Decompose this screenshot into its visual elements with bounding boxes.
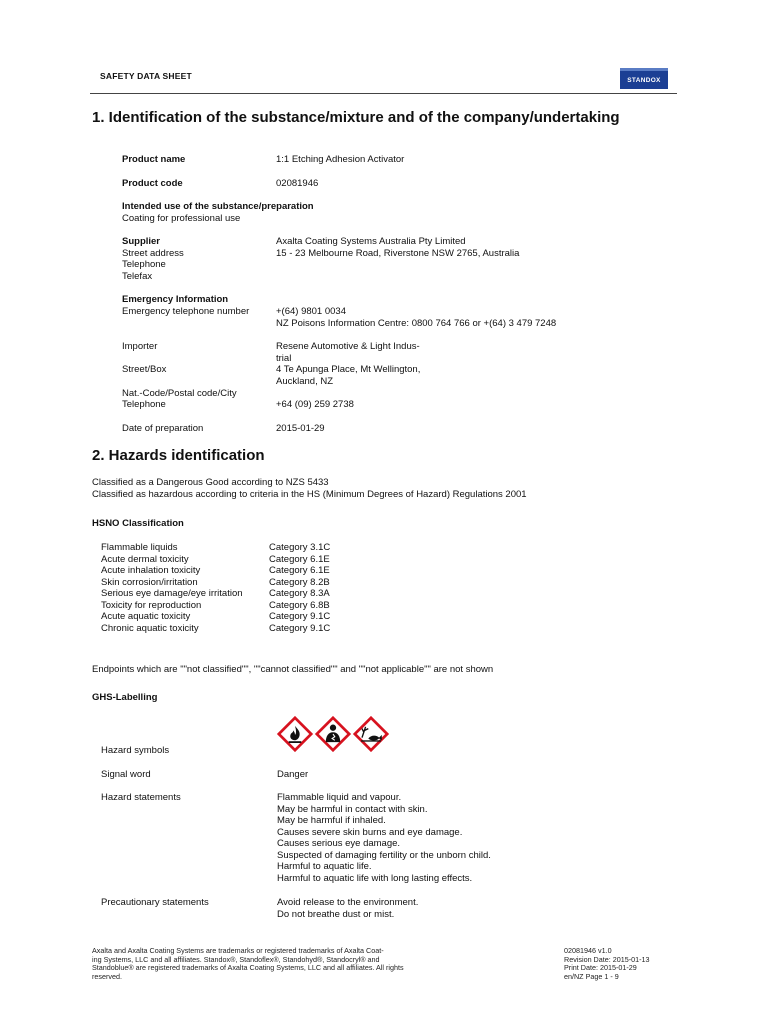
street-box-label: Street/Box <box>122 364 167 375</box>
section-2-heading: 2. Hazards identification <box>92 447 265 464</box>
document-version: 02081946 v1.0 <box>564 946 612 955</box>
city-value: Auckland, NZ <box>276 376 334 387</box>
page-number: en/NZ Page 1 - 9 <box>564 971 619 981</box>
product-code-value: 02081946 <box>276 178 319 189</box>
precautionary-statements-label: Precautionary statements <box>101 897 209 908</box>
street-box-value: 4 Te Apunga Place, Mt Wellington, <box>276 364 421 375</box>
hsno-hazard: Acute dermal toxicity <box>101 553 189 565</box>
street-address-label: Street address <box>122 248 184 259</box>
hazard-statement: May be harmful in contact with skin. <box>277 803 428 815</box>
hsno-hazard: Chronic aquatic toxicity <box>101 622 199 634</box>
flame-icon <box>277 716 313 752</box>
hsno-category: Category 6.1E <box>269 565 330 576</box>
precautionary-statements-list <box>277 897 418 920</box>
hazard-statement: Suspected of damaging fertility or the unborn child. <box>277 849 491 861</box>
hsno-category: Category 6.1E <box>269 553 330 565</box>
telephone-label: Telephone <box>122 259 166 270</box>
classified-line-2: Classified as hazardous according to criteria in the HS (Minimum Degrees of Hazard) Regulations 2001 <box>92 489 527 500</box>
emergency-phone-label: Emergency telephone number <box>122 306 250 317</box>
importer-telephone-value: +64 (09) 259 2738 <box>276 399 354 410</box>
print-date: Print Date: 2015-01-29 <box>564 963 637 973</box>
hsno-category: Category 6.8B <box>269 599 330 611</box>
hsno-category: Category 8.3A <box>269 588 330 599</box>
hsno-classification-label: HSNO Classification <box>92 518 184 529</box>
importer-value-line2: trial <box>276 353 292 364</box>
precautionary-statement: Avoid release to the environment. <box>277 897 419 908</box>
signal-word-value: Danger <box>277 769 309 780</box>
emergency-phone-value: +(64) 9801 0034 <box>276 306 346 317</box>
document-title: SAFETY DATA SHEET <box>100 71 192 81</box>
revision-date: Revision Date: 2015-01-13 <box>564 954 650 964</box>
nat-code-label: Nat.-Code/Postal code/City <box>122 388 237 399</box>
importer-label: Importer <box>122 341 158 352</box>
ghs-pictograms <box>277 716 389 752</box>
importer-value-line1: Resene Automotive & Light Indus- <box>276 341 420 352</box>
hsno-category: Category 9.1C <box>269 611 331 622</box>
hazard-statement: Causes severe skin burns and eye damage. <box>277 826 463 838</box>
hsno-hazard: Flammable liquids <box>101 542 178 553</box>
hazard-statement: Harmful to aquatic life. <box>277 861 372 872</box>
trademark-line: ing Systems, LLC and all affiliates. Standox®, Standoflex®, Standohyd®, Standocryl® and <box>92 954 380 964</box>
hsno-hazard: Acute aquatic toxicity <box>101 611 191 622</box>
intended-use-label: Intended use of the substance/preparation <box>122 201 314 212</box>
endpoints-note: Endpoints which are ""not classified"", ""cannot classified"" and ""not applicable"" are not shown <box>92 664 494 675</box>
section-1-heading: 1. Identification of the substance/mixture and of the company/undertaking <box>92 109 620 126</box>
product-name-value: 1:1 Etching Adhesion Activator <box>276 154 405 165</box>
street-address-value: 15 - 23 Melbourne Road, Riverstone NSW 2765, Australia <box>276 248 520 259</box>
hsno-category: Category 9.1C <box>269 622 331 634</box>
hsno-category: Category 3.1C <box>269 542 331 553</box>
trademark-line: reserved. <box>92 971 122 981</box>
telefax-label: Telefax <box>122 271 153 282</box>
hsno-category: Category 8.2B <box>269 576 330 588</box>
trademark-notice <box>92 947 462 981</box>
precautionary-statement: Do not breathe dust or mist. <box>277 908 395 920</box>
health-hazard-icon <box>315 716 351 752</box>
hazard-statement: May be harmful if inhaled. <box>277 815 386 826</box>
hsno-category-list <box>269 542 330 634</box>
product-code-label: Product code <box>122 178 183 189</box>
trademark-line: Axalta and Axalta Coating Systems are trademarks or registered trademarks of Axalta Coat- <box>92 946 384 955</box>
hsno-hazard: Skin corrosion/irritation <box>101 576 198 588</box>
ghs-labelling-label: GHS-Labelling <box>92 692 158 703</box>
standox-logo: STANDOX <box>620 68 668 89</box>
importer-telephone-label: Telephone <box>122 399 166 410</box>
preparation-date-label: Date of preparation <box>122 423 204 434</box>
hsno-hazard: Toxicity for reproduction <box>101 599 202 611</box>
hazard-statement: Harmful to aquatic life with long lasting effects. <box>277 872 473 884</box>
hazard-statement: Causes serious eye damage. <box>277 838 401 849</box>
signal-word-label: Signal word <box>101 769 151 780</box>
hazard-statement: Flammable liquid and vapour. <box>277 792 402 803</box>
hazard-statements-label: Hazard statements <box>101 792 181 803</box>
supplier-value: Axalta Coating Systems Australia Pty Limited <box>276 236 466 247</box>
document-info <box>564 947 650 981</box>
header-divider <box>90 93 677 94</box>
preparation-date-value: 2015-01-29 <box>276 423 325 434</box>
hazard-symbols-label: Hazard symbols <box>101 745 170 756</box>
hazard-statements-list <box>277 792 491 884</box>
environment-icon <box>353 716 389 752</box>
product-name-label: Product name <box>122 154 186 165</box>
hsno-hazard-list <box>101 542 243 634</box>
classified-line-1: Classified as a Dangerous Good according to NZS 5433 <box>92 477 329 488</box>
hsno-hazard: Acute inhalation toxicity <box>101 565 201 576</box>
hsno-hazard: Serious eye damage/eye irritation <box>101 588 243 599</box>
intended-use-value: Coating for professional use <box>122 213 241 224</box>
trademark-line: Standoblue® are registered trademarks of Axalta Coating Systems, LLC and all affiliates. All rights <box>92 963 404 973</box>
poisons-centre-value: NZ Poisons Information Centre: 0800 764 766 or +(64) 3 479 7248 <box>276 318 557 329</box>
emergency-info-label: Emergency Information <box>122 294 229 305</box>
supplier-label: Supplier <box>122 236 161 247</box>
